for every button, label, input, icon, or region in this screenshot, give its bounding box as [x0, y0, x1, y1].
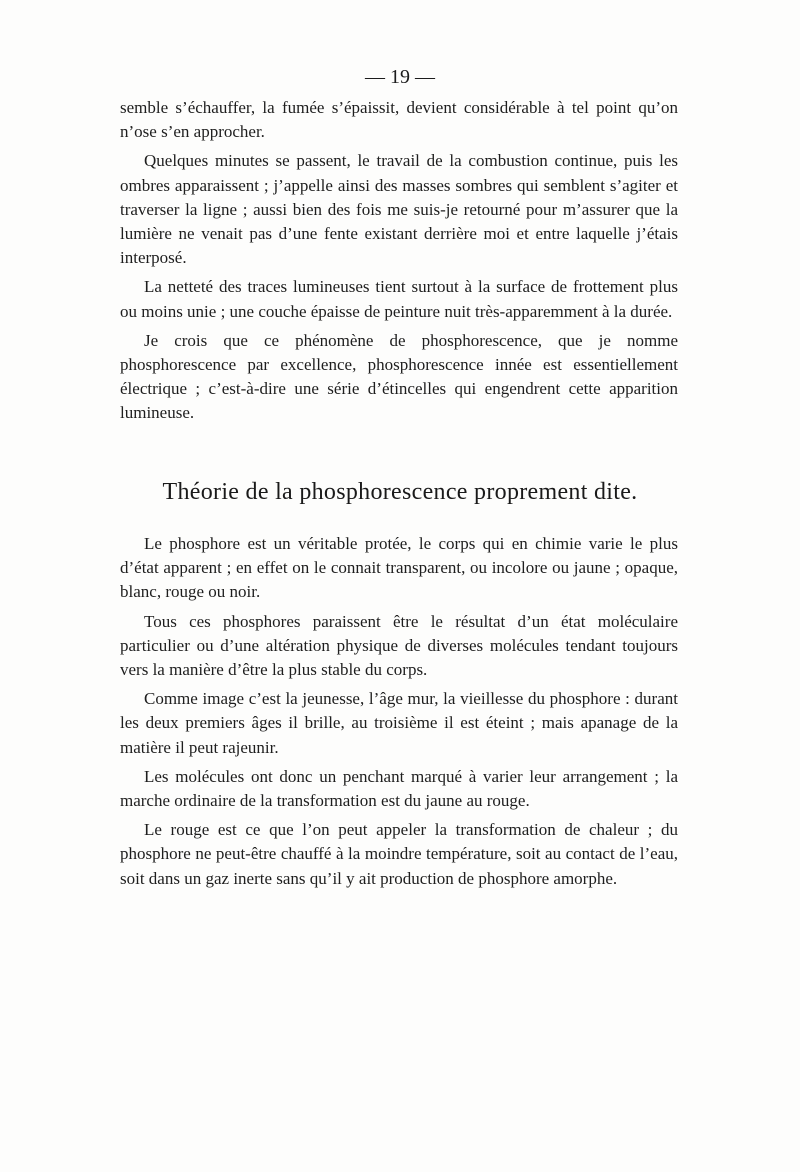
text-block-before-heading	[120, 96, 678, 426]
page-number: — 19 —	[365, 66, 435, 88]
paragraph: Les molécules ont donc un penchant marqué à varier leur arrangement ; la marche ordinaire de la transformation est du jaune au rouge.	[120, 766, 678, 811]
text-block-after-heading	[120, 532, 678, 891]
paragraph: Je crois que ce phénomène de phosphorescence, que je nomme phosphorescence par excellence, phosphorescence innée est essentiellement électrique ; c’est-à-dire une série d’étincelles qui engendrent cette apparition lumineuse.	[120, 330, 678, 423]
paragraph: Le phosphore est un véritable protée, le corps qui en chimie varie le plus d’état apparent ; en effet on le connait transparent, ou incolore ou jaune ; opaque, blanc, rouge ou noir.	[120, 534, 678, 602]
paragraph: Comme image c’est la jeunesse, l’âge mur, la vieillesse du phosphore : durant les deux premiers âges il brille, au troisième il est éteint ; mais apanage de la matière il peut rajeunir.	[120, 689, 678, 757]
paragraph: Quelques minutes se passent, le travail de la combustion continue, puis les ombres apparaissent ; j’appelle ainsi des masses sombres qui semblent s’agiter et traverser la ligne ; aussi bien des fois me suis-je retourné pour m’assurer que la lumière ne venait pas d’une fente existant derrière moi et entre laquelle j’étais interposé.	[120, 151, 678, 268]
paragraph: semble s’échauffer, la fumée s’épaissit, devient considérable à tel point qu’on n’ose s’en approcher.	[120, 98, 678, 142]
paragraph: Tous ces phosphores paraissent être le résultat d’un état moléculaire particulier ou d’une altération physique de diverses molécules tendant toujours vers la manière d’être la plus stable du corps.	[120, 611, 678, 680]
section-heading: Théorie de la phosphorescence proprement dite.	[162, 479, 638, 505]
paragraph: La netteté des traces lumineuses tient surtout à la surface de frottement plus ou moins unie ; une couche épaisse de peinture nuit très-apparemment à la durée.	[120, 277, 678, 321]
paragraph: Le rouge est ce que l’on peut appeler la transformation de chaleur ; du phosphore ne peut-être chauffé à la moindre température, soit au contact de l’eau, soit dans un gaz inerte sans qu’il y ait production de phosphore amorphe.	[120, 820, 678, 888]
